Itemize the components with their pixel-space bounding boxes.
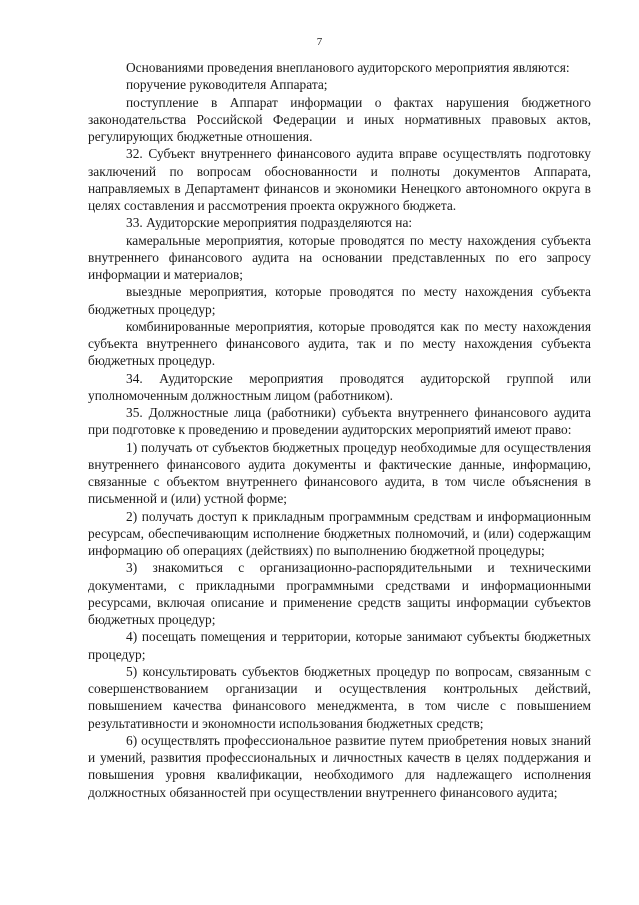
paragraph-35-item-2: 2) получать доступ к прикладным программным средствам и информационным ресурсам, обеспечивающим исполнение бюджетных полномочий, и (или) содержащим информацию об операциях (действиях) по выполнению бюджетной процедуры; xyxy=(88,508,591,558)
paragraph-35-item-5: 5) консультировать субъектов бюджетных процедур по вопросам, связанным с совершенствованием организации и осуществления контрольных действий, повышением качества финансового менеджмента, в том числе с повышением результативности и экономности использования бюджетных средств; xyxy=(88,663,591,731)
paragraph-33-combined: комбинированные мероприятия, которые проводятся как по месту нахождения субъекта внутреннего финансового аудита, так и по месту нахождения субъекта бюджетных процедур. xyxy=(88,318,591,369)
paragraph-grounds-order: поручение руководителя Аппарата; xyxy=(126,77,328,93)
paragraph-grounds-info: поступление в Аппарат информации о фактах нарушения бюджетного законодательства Российской Федерации и иных нормативных правовых актов, регулирующих бюджетные отношения. xyxy=(88,94,591,144)
page-number: 7 xyxy=(316,36,323,48)
paragraph-33-cameral: камеральные мероприятия, которые проводятся по месту нахождения субъекта внутреннего финансового аудита на основании представленных по его запросу информации и материалов; xyxy=(88,232,591,282)
paragraph-35: 35. Должностные лица (работники) субъекта внутреннего финансового аудита при подготовке к проведению и проведении аудиторских мероприятий имеют право: xyxy=(88,405,591,438)
paragraph-35-item-4: 4) посещать помещения и территории, которые занимают субъекты бюджетных процедур; xyxy=(88,629,591,662)
paragraph-35-item-6: 6) осуществлять профессиональное развитие путем приобретения новых знаний и умений, развития профессиональных и личностных качеств в целях поддержания и повышения уровня квалификации, необходимого для надлежащего исполнения должностных обязанностей при осуществлении внутреннего финансового аудита; xyxy=(88,732,591,800)
paragraph-35-item-1: 1) получать от субъектов бюджетных процедур необходимые для осуществления внутреннего финансового аудита документы и фактические данные, информацию, связанные с объектом внутреннего финансового аудита, в том числе объяснения в письменной и (или) устной форме; xyxy=(88,439,591,507)
paragraph-33: 33. Аудиторские мероприятия подразделяются на: xyxy=(126,215,413,231)
document-body xyxy=(88,59,591,801)
paragraph-grounds: Основаниями проведения внепланового аудиторского мероприятия являются: xyxy=(126,60,570,75)
paragraph-33-onsite: выездные мероприятия, которые проводятся по месту нахождения субъекта бюджетных процедур; xyxy=(88,284,591,317)
paragraph-35-item-3: 3) знакомиться с организационно-распорядительными и техническими документами, с прикладными программными средствами и информационными ресурсами, включая описание и применение средств защиты информации субъектов бюджетных процедур; xyxy=(88,560,591,627)
paragraph-32: 32. Субъект внутреннего финансового аудита вправе осуществлять подготовку заключений по вопросам обоснованности и полноты документов Аппарата, направляемых в Департамент финансов и экономики Ненецкого автономного округа в целях составления и рассмотрения проекта окружного бюджета. xyxy=(88,146,591,213)
paragraph-34: 34. Аудиторские мероприятия проводятся аудиторской группой или уполномоченным должностным лицом (работником). xyxy=(88,370,591,403)
